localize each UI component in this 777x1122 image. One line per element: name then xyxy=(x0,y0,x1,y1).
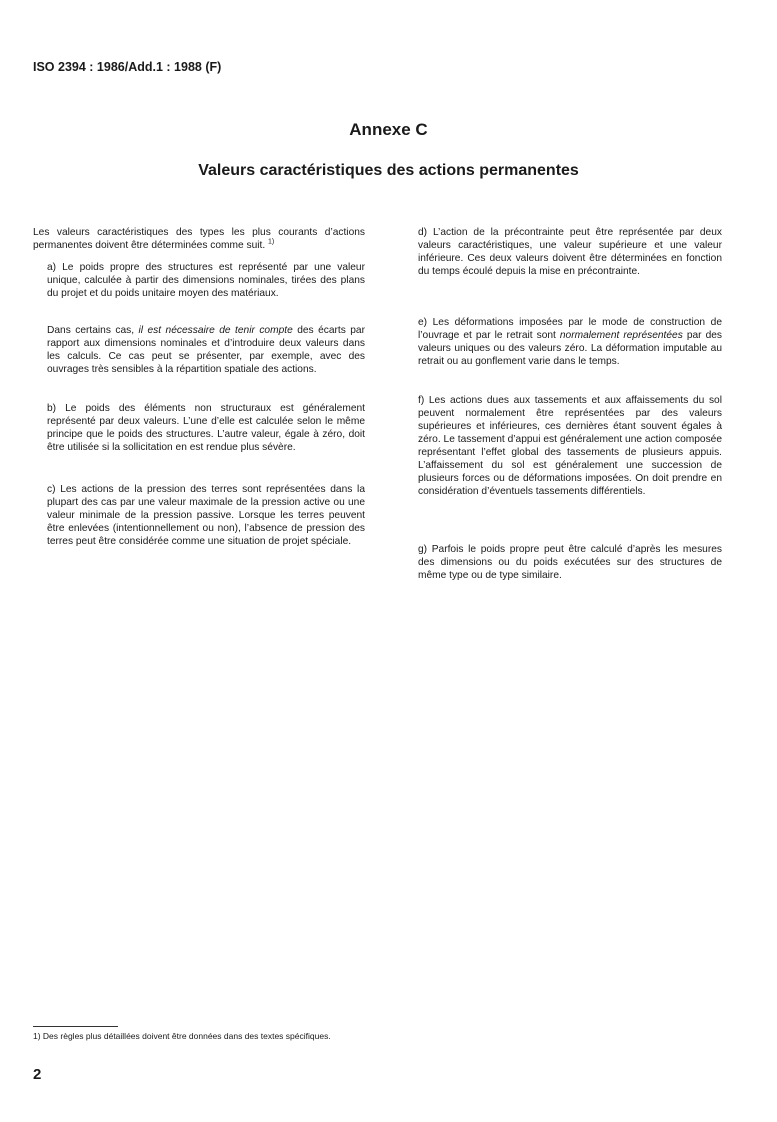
italic-segment: il est nécessaire de tenir compte xyxy=(138,325,293,336)
text-segment: par des valeurs uniques ou des valeurs zéro. La déformation imputable au retrait ou au gonflement varie dans le temps. xyxy=(418,330,722,367)
annex-subtitle: Valeurs caractéristiques des actions permanentes xyxy=(198,162,579,179)
page-number: 2 xyxy=(33,1066,42,1083)
item-f: f) Les actions dues aux tassements et aux affaissements du sol peuvent normalement être représentées par des valeurs supérieures et inférieures, ces dernières étant souvent égales à zéro. Le tassement d’appui est généralement une action composée représentant l’effet global des tassements de plusieurs appuis. L’affaissement du sol est généralement une succession de plusieurs forces ou de déformations imposées. On doit prendre en considération d’éventuels tassements différentiels. xyxy=(418,395,722,497)
document-header: ISO 2394 : 1986/Add.1 : 1988 (F) xyxy=(33,60,222,74)
item-b: b) Le poids des éléments non structuraux est généralement représenté par deux valeurs. L’une d’elle est calculée selon le même principe que le poids des structures. L’autre valeur, égale à zéro, doit être utilisée si la sollicitation en est rendue plus sévère. xyxy=(47,403,365,453)
item-c: c) Les actions de la pression des terres sont représentées dans la plupart des cas par une valeur maximale de la pression active ou une valeur minimale de la pression passive. Lorsque les terres peuvent être enlevées (intentionnellement ou non), l’absence de pression des terres peut être considérée comme une situation de projet spéciale. xyxy=(47,484,365,547)
footnote-divider xyxy=(33,1026,118,1027)
text-segment: des écarts par rapport aux dimensions nominales et d’introduire deux valeurs dans les calculs. Ce cas peut se présenter, par exemple, avec des ouvrages très sensibles à la répartition spatiale des actions. xyxy=(47,325,365,375)
item-d: d) L’action de la précontrainte peut être représentée par deux valeurs caractéristiques, une valeur supérieure et une valeur inférieure. Ces deux valeurs doivent être déterminées en fonction du temps écoulé depuis la mise en précontrainte. xyxy=(418,227,722,277)
footnote: 1) Des règles plus détaillées doivent être données dans des textes spécifiques. xyxy=(33,1031,331,1041)
text-segment: e) Les déformations imposées par le mode de construction de l’ouvrage et par le retrait sont xyxy=(418,317,722,341)
footnote-ref: 1) xyxy=(268,238,275,246)
intro-paragraph xyxy=(33,226,365,252)
annex-title: Annexe C xyxy=(349,120,428,139)
intro-text: Les valeurs caractéristiques des types les plus courants d’actions permanentes doivent être déterminées comme suit. xyxy=(33,227,365,251)
italic-segment: normalement représentées xyxy=(559,330,683,341)
item-g: g) Parfois le poids propre peut être calculé d’après les mesures des dimensions ou du poids exécutées sur des structures de même type ou de type similaire. xyxy=(418,544,722,581)
item-a: a) Le poids propre des structures est représenté par une valeur unique, calculée à partir des dimensions nominales, tirées des plans du projet et du poids unitaire moyen des matériaux. xyxy=(47,262,365,299)
item-e xyxy=(418,316,722,368)
item-a-continuation xyxy=(47,324,365,376)
text-segment: Dans certains cas, xyxy=(47,325,139,336)
